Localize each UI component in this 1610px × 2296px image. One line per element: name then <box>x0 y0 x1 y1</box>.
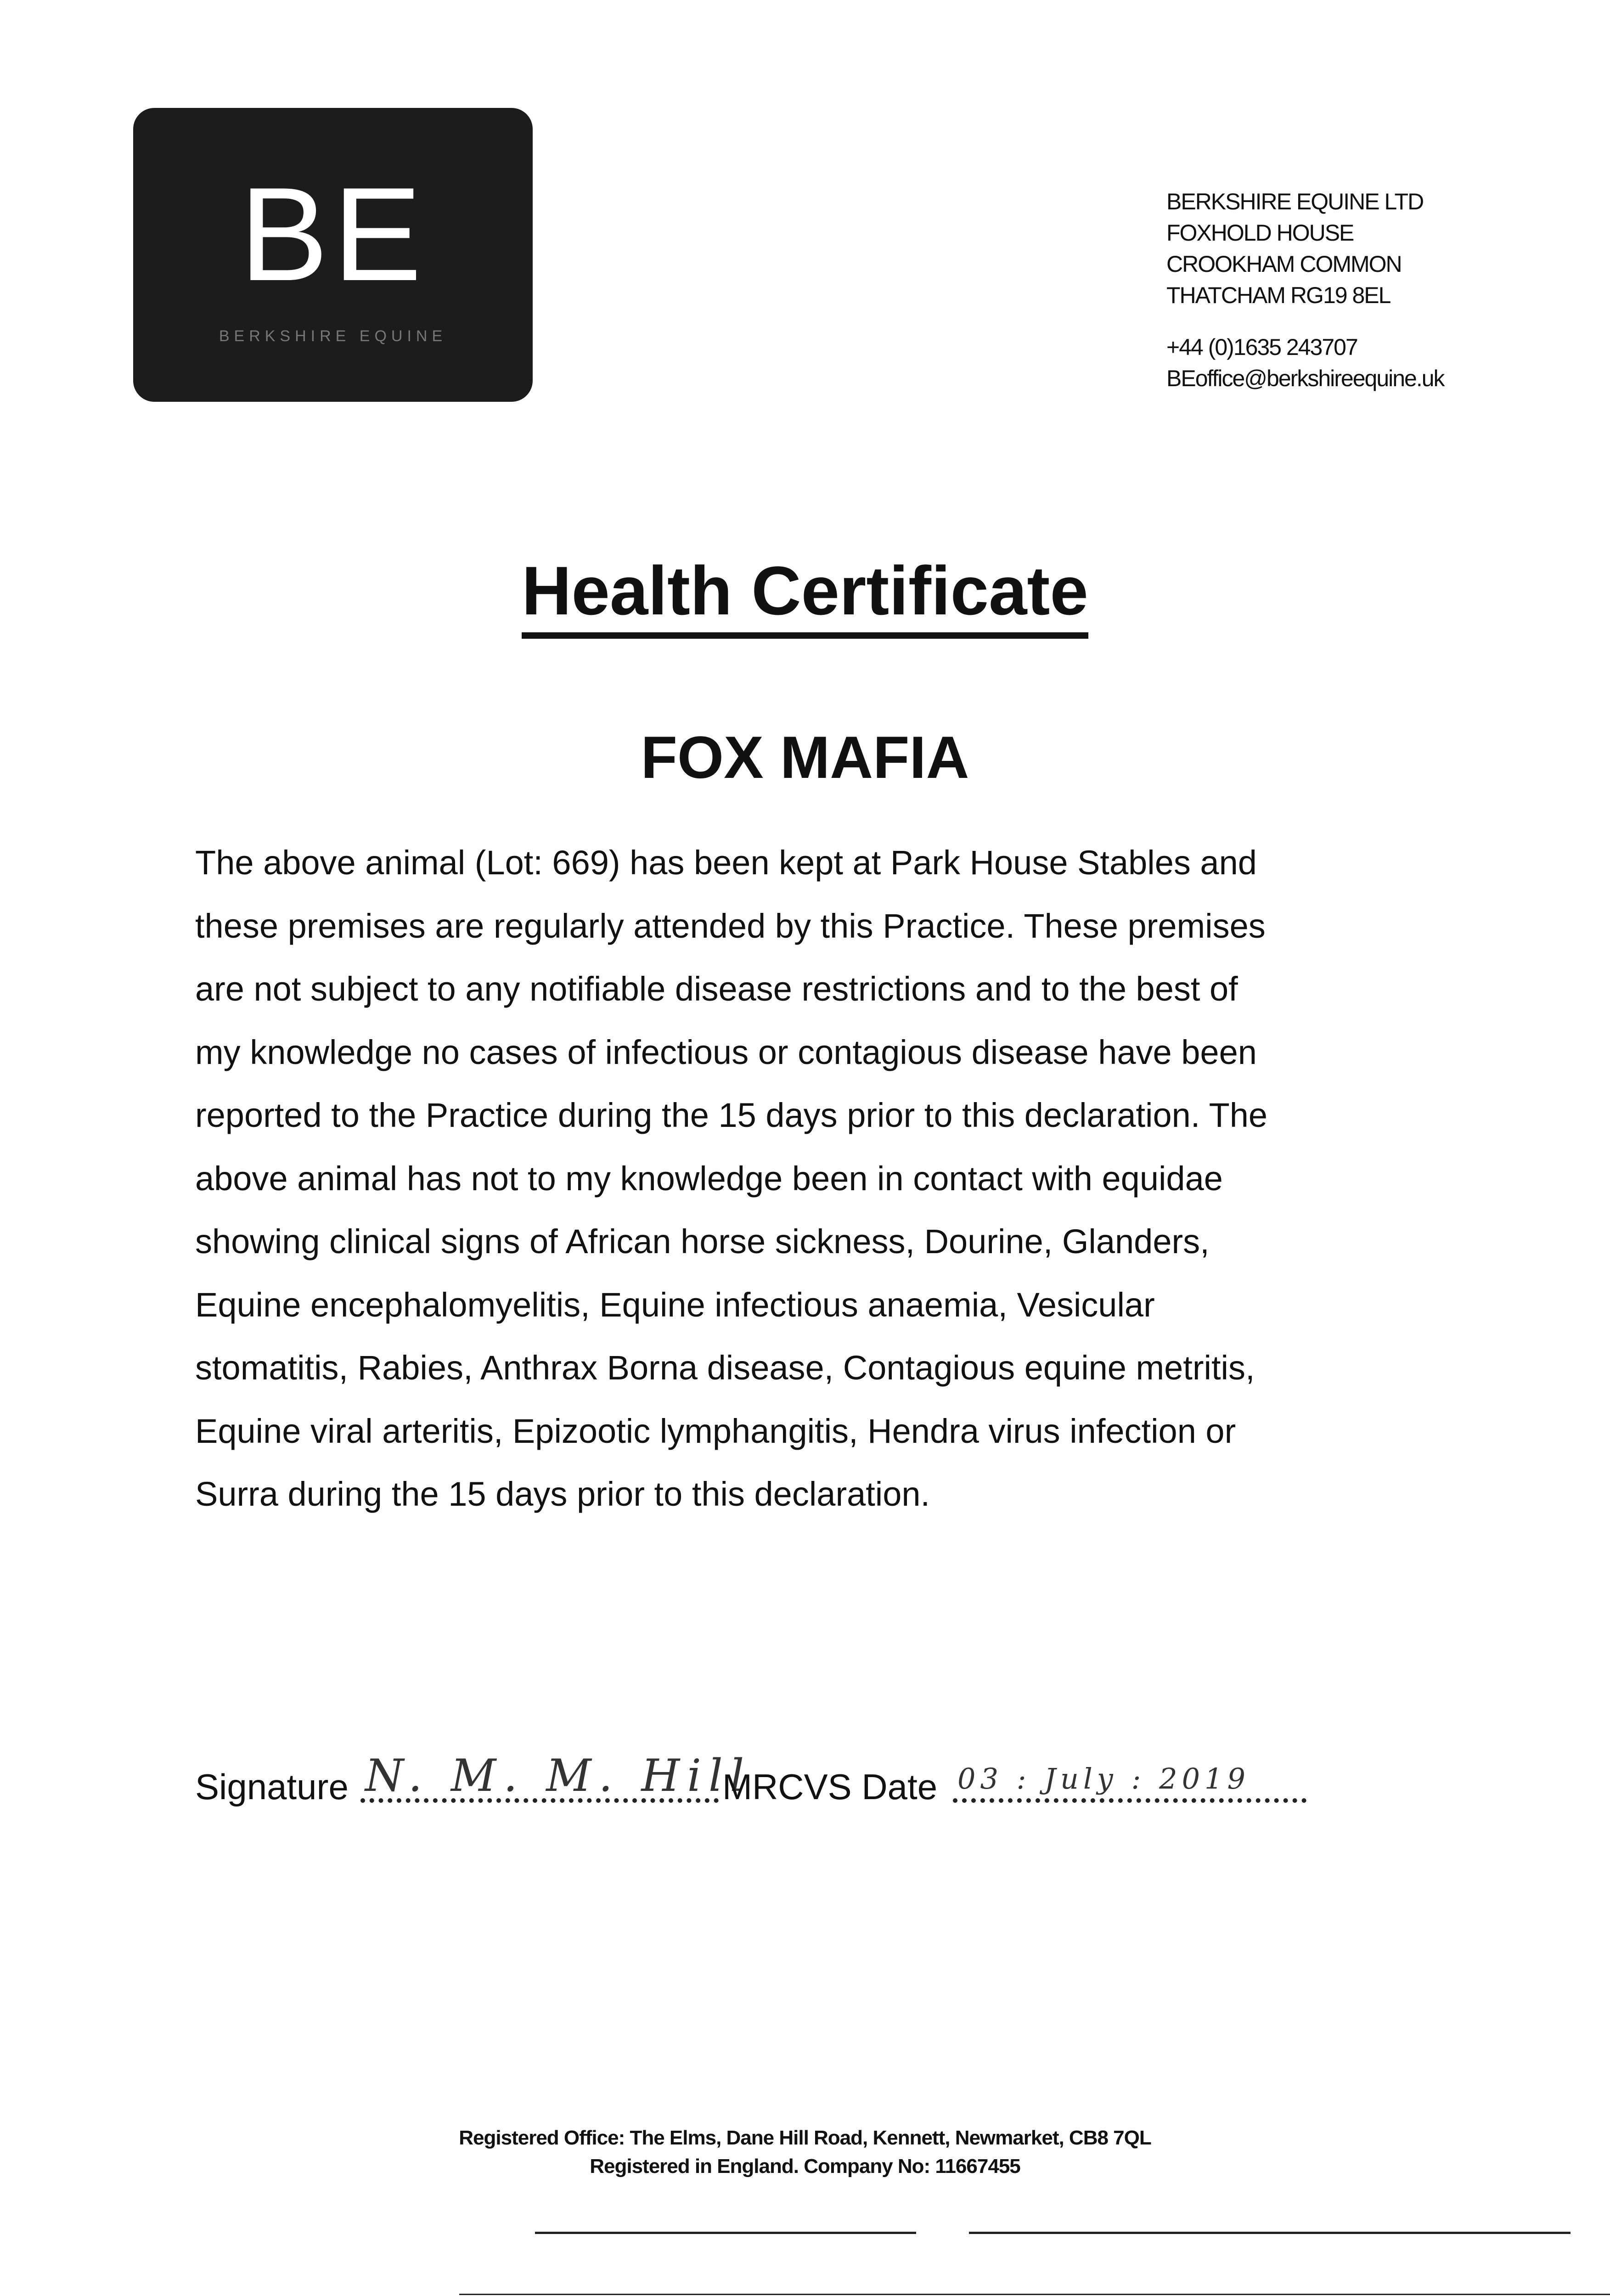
declaration-line: showing clinical signs of African horse sickness, Dourine, Glanders, <box>195 1222 1210 1261</box>
footer-line-1: Registered Office: The Elms, Dane Hill Road, Kennett, Newmarket, CB8 7QL <box>459 2127 1151 2149</box>
footer-line-2: Registered in England. Company No: 11667455 <box>590 2155 1020 2178</box>
address-line-1: FOXHOLD HOUSE <box>1166 220 1354 246</box>
handwritten-date: 03 : July : 2019 <box>957 1762 1250 1795</box>
registered-office-footer <box>0 2124 1610 2181</box>
document-title-text: Health Certificate <box>522 551 1088 639</box>
mrcvs-date-label: MRCVS Date <box>722 1767 938 1807</box>
declaration-paragraph <box>195 831 1426 1526</box>
signature-row <box>195 1727 1389 1818</box>
footer-rule-right <box>969 2232 1571 2234</box>
signature-label: Signature <box>195 1767 349 1807</box>
bottom-edge-rule <box>459 2294 1610 2295</box>
declaration-line: stomatitis, Rabies, Anthrax Borna disease, Contagious equine metritis, <box>195 1349 1255 1387</box>
declaration-line: reported to the Practice during the 15 days prior to this declaration. The <box>195 1096 1268 1134</box>
address-phone: +44 (0)1635 243707 <box>1166 334 1357 360</box>
address-company: BERKSHIRE EQUINE LTD <box>1166 189 1424 214</box>
declaration-line: above animal has not to my knowledge been in contact with equidae <box>195 1159 1223 1198</box>
address-gap <box>1166 311 1580 332</box>
address-line-3: THATCHAM RG19 8EL <box>1166 282 1390 308</box>
declaration-line: my knowledge no cases of infectious or contagious disease have been <box>195 1033 1257 1071</box>
company-address <box>1166 186 1580 394</box>
document-title <box>0 551 1610 639</box>
declaration-line: are not subject to any notifiable disease restrictions and to the best of <box>195 970 1238 1008</box>
declaration-line: Surra during the 15 days prior to this declaration. <box>195 1475 930 1513</box>
address-line-2: CROOKHAM COMMON <box>1166 251 1402 277</box>
date-dotted-line <box>953 1798 1306 1803</box>
declaration-line: The above animal (Lot: 669) has been kept at Park House Stables and <box>195 844 1257 882</box>
declaration-line: these premises are regularly attended by this Practice. These premises <box>195 906 1266 945</box>
logo-mark: BE <box>239 160 427 309</box>
company-logo <box>133 108 533 402</box>
logo-subtitle: BERKSHIRE EQUINE <box>219 327 447 345</box>
handwritten-signature: N. M. M. Hill <box>365 1750 752 1801</box>
declaration-line: Equine viral arteritis, Epizootic lymphangitis, Hendra virus infection or <box>195 1412 1236 1450</box>
address-email: BEoffice@berkshireequine.uk <box>1166 366 1444 391</box>
animal-name: FOX MAFIA <box>641 724 969 791</box>
footer-rule-left <box>535 2232 916 2234</box>
declaration-line: Equine encephalomyelitis, Equine infectious anaemia, Vesicular <box>195 1285 1155 1324</box>
